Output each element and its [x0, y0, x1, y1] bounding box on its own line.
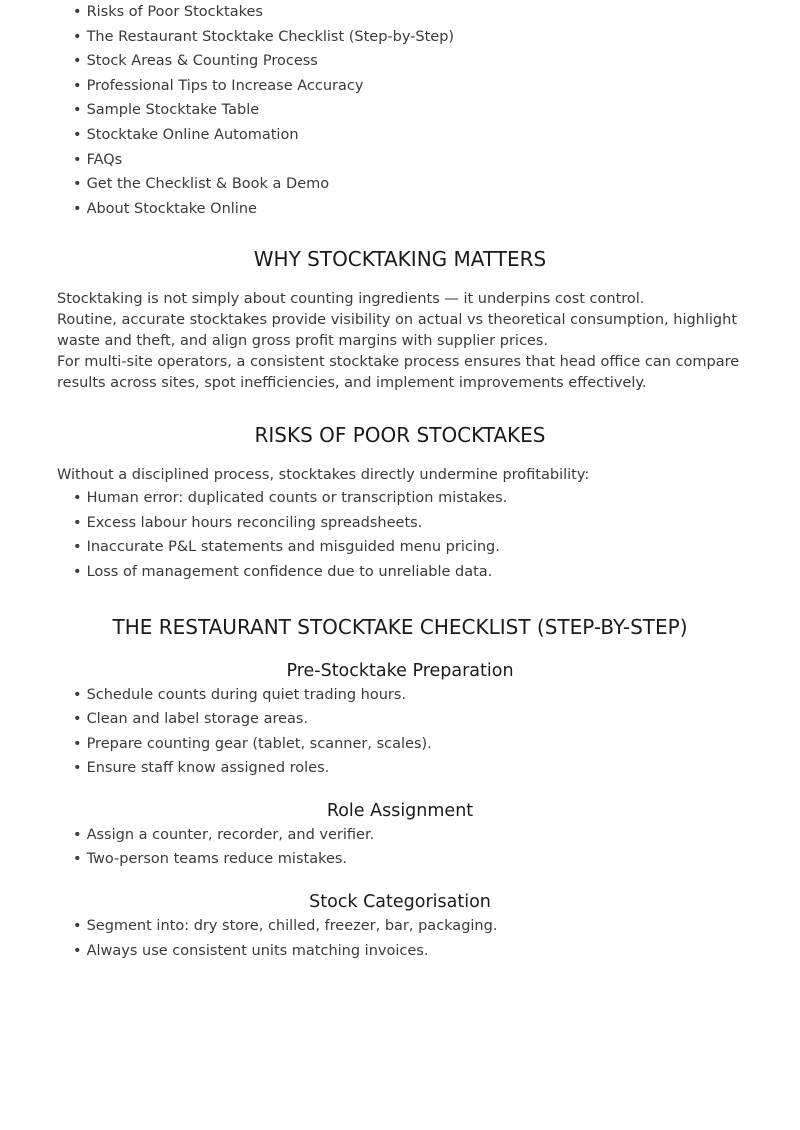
- toc-item-automation[interactable]: • Stocktake Online Automation: [73, 123, 743, 148]
- toc-item-risks[interactable]: • Risks of Poor Stocktakes: [73, 0, 743, 25]
- why-paragraph: For multi-site operators, a consistent stocktake process ensures that head office can compare results across sites, spot inefficiencies, and implement improvements effectively.: [57, 353, 740, 391]
- why-paragraph: Routine, accurate stocktakes provide visibility on actual vs theoretical consumption, highlight waste and theft, and align gross profit margins with supplier prices.: [57, 312, 738, 349]
- list-item: • Human error: duplicated counts or transcription mistakes.: [73, 486, 743, 511]
- list-item: • Ensure staff know assigned roles.: [73, 756, 743, 781]
- checklist-section: [57, 613, 743, 964]
- toc-item-tips[interactable]: • Professional Tips to Increase Accuracy: [73, 74, 743, 99]
- list-item: • Excess labour hours reconciling spreadsheets.: [73, 511, 743, 536]
- risks-heading: RISKS OF POOR STOCKTAKES: [254, 423, 546, 448]
- why-section: [57, 245, 743, 393]
- toc-item-sample-table[interactable]: • Sample Stocktake Table: [73, 98, 743, 123]
- toc-item-faqs[interactable]: • FAQs: [73, 148, 743, 173]
- role-heading: Role Assignment: [326, 800, 474, 821]
- why-heading: WHY STOCKTAKING MATTERS: [253, 247, 547, 272]
- toc-item-stock-areas[interactable]: • Stock Areas & Counting Process: [73, 49, 743, 74]
- categorisation-heading: Stock Categorisation: [309, 892, 491, 913]
- list-item: • Prepare counting gear (tablet, scanner, scales).: [73, 732, 743, 757]
- list-item: • Clean and label storage areas.: [73, 707, 743, 732]
- why-body: [57, 289, 743, 393]
- risks-section: [57, 421, 743, 584]
- toc-item-demo[interactable]: • Get the Checklist & Book a Demo: [73, 172, 743, 197]
- why-paragraph: Stocktaking is not simply about counting ingredients — it underpins cost control.: [57, 291, 645, 308]
- list-item: • Assign a counter, recorder, and verifier.: [73, 823, 743, 848]
- toc-item-about[interactable]: • About Stocktake Online: [73, 197, 743, 222]
- list-item: • Inaccurate P&L statements and misguided menu pricing.: [73, 535, 743, 560]
- list-item: • Always use consistent units matching invoices.: [73, 939, 743, 964]
- toc-item-checklist[interactable]: • The Restaurant Stocktake Checklist (Step-by-Step): [73, 25, 743, 50]
- categorisation-list: [57, 914, 743, 963]
- table-of-contents: [57, 0, 743, 221]
- list-item: • Schedule counts during quiet trading hours.: [73, 683, 743, 708]
- list-item: • Segment into: dry store, chilled, freezer, bar, packaging.: [73, 914, 743, 939]
- role-list: [57, 823, 743, 872]
- risks-intro: Without a disciplined process, stocktakes directly undermine profitability:: [57, 467, 590, 484]
- preparation-list: [57, 683, 743, 781]
- list-item: • Two-person teams reduce mistakes.: [73, 847, 743, 872]
- list-item: • Loss of management confidence due to unreliable data.: [73, 560, 743, 585]
- checklist-heading: THE RESTAURANT STOCKTAKE CHECKLIST (STEP-BY-STEP): [112, 614, 688, 639]
- risks-list: [57, 486, 743, 584]
- preparation-heading: Pre-Stocktake Preparation: [286, 660, 514, 681]
